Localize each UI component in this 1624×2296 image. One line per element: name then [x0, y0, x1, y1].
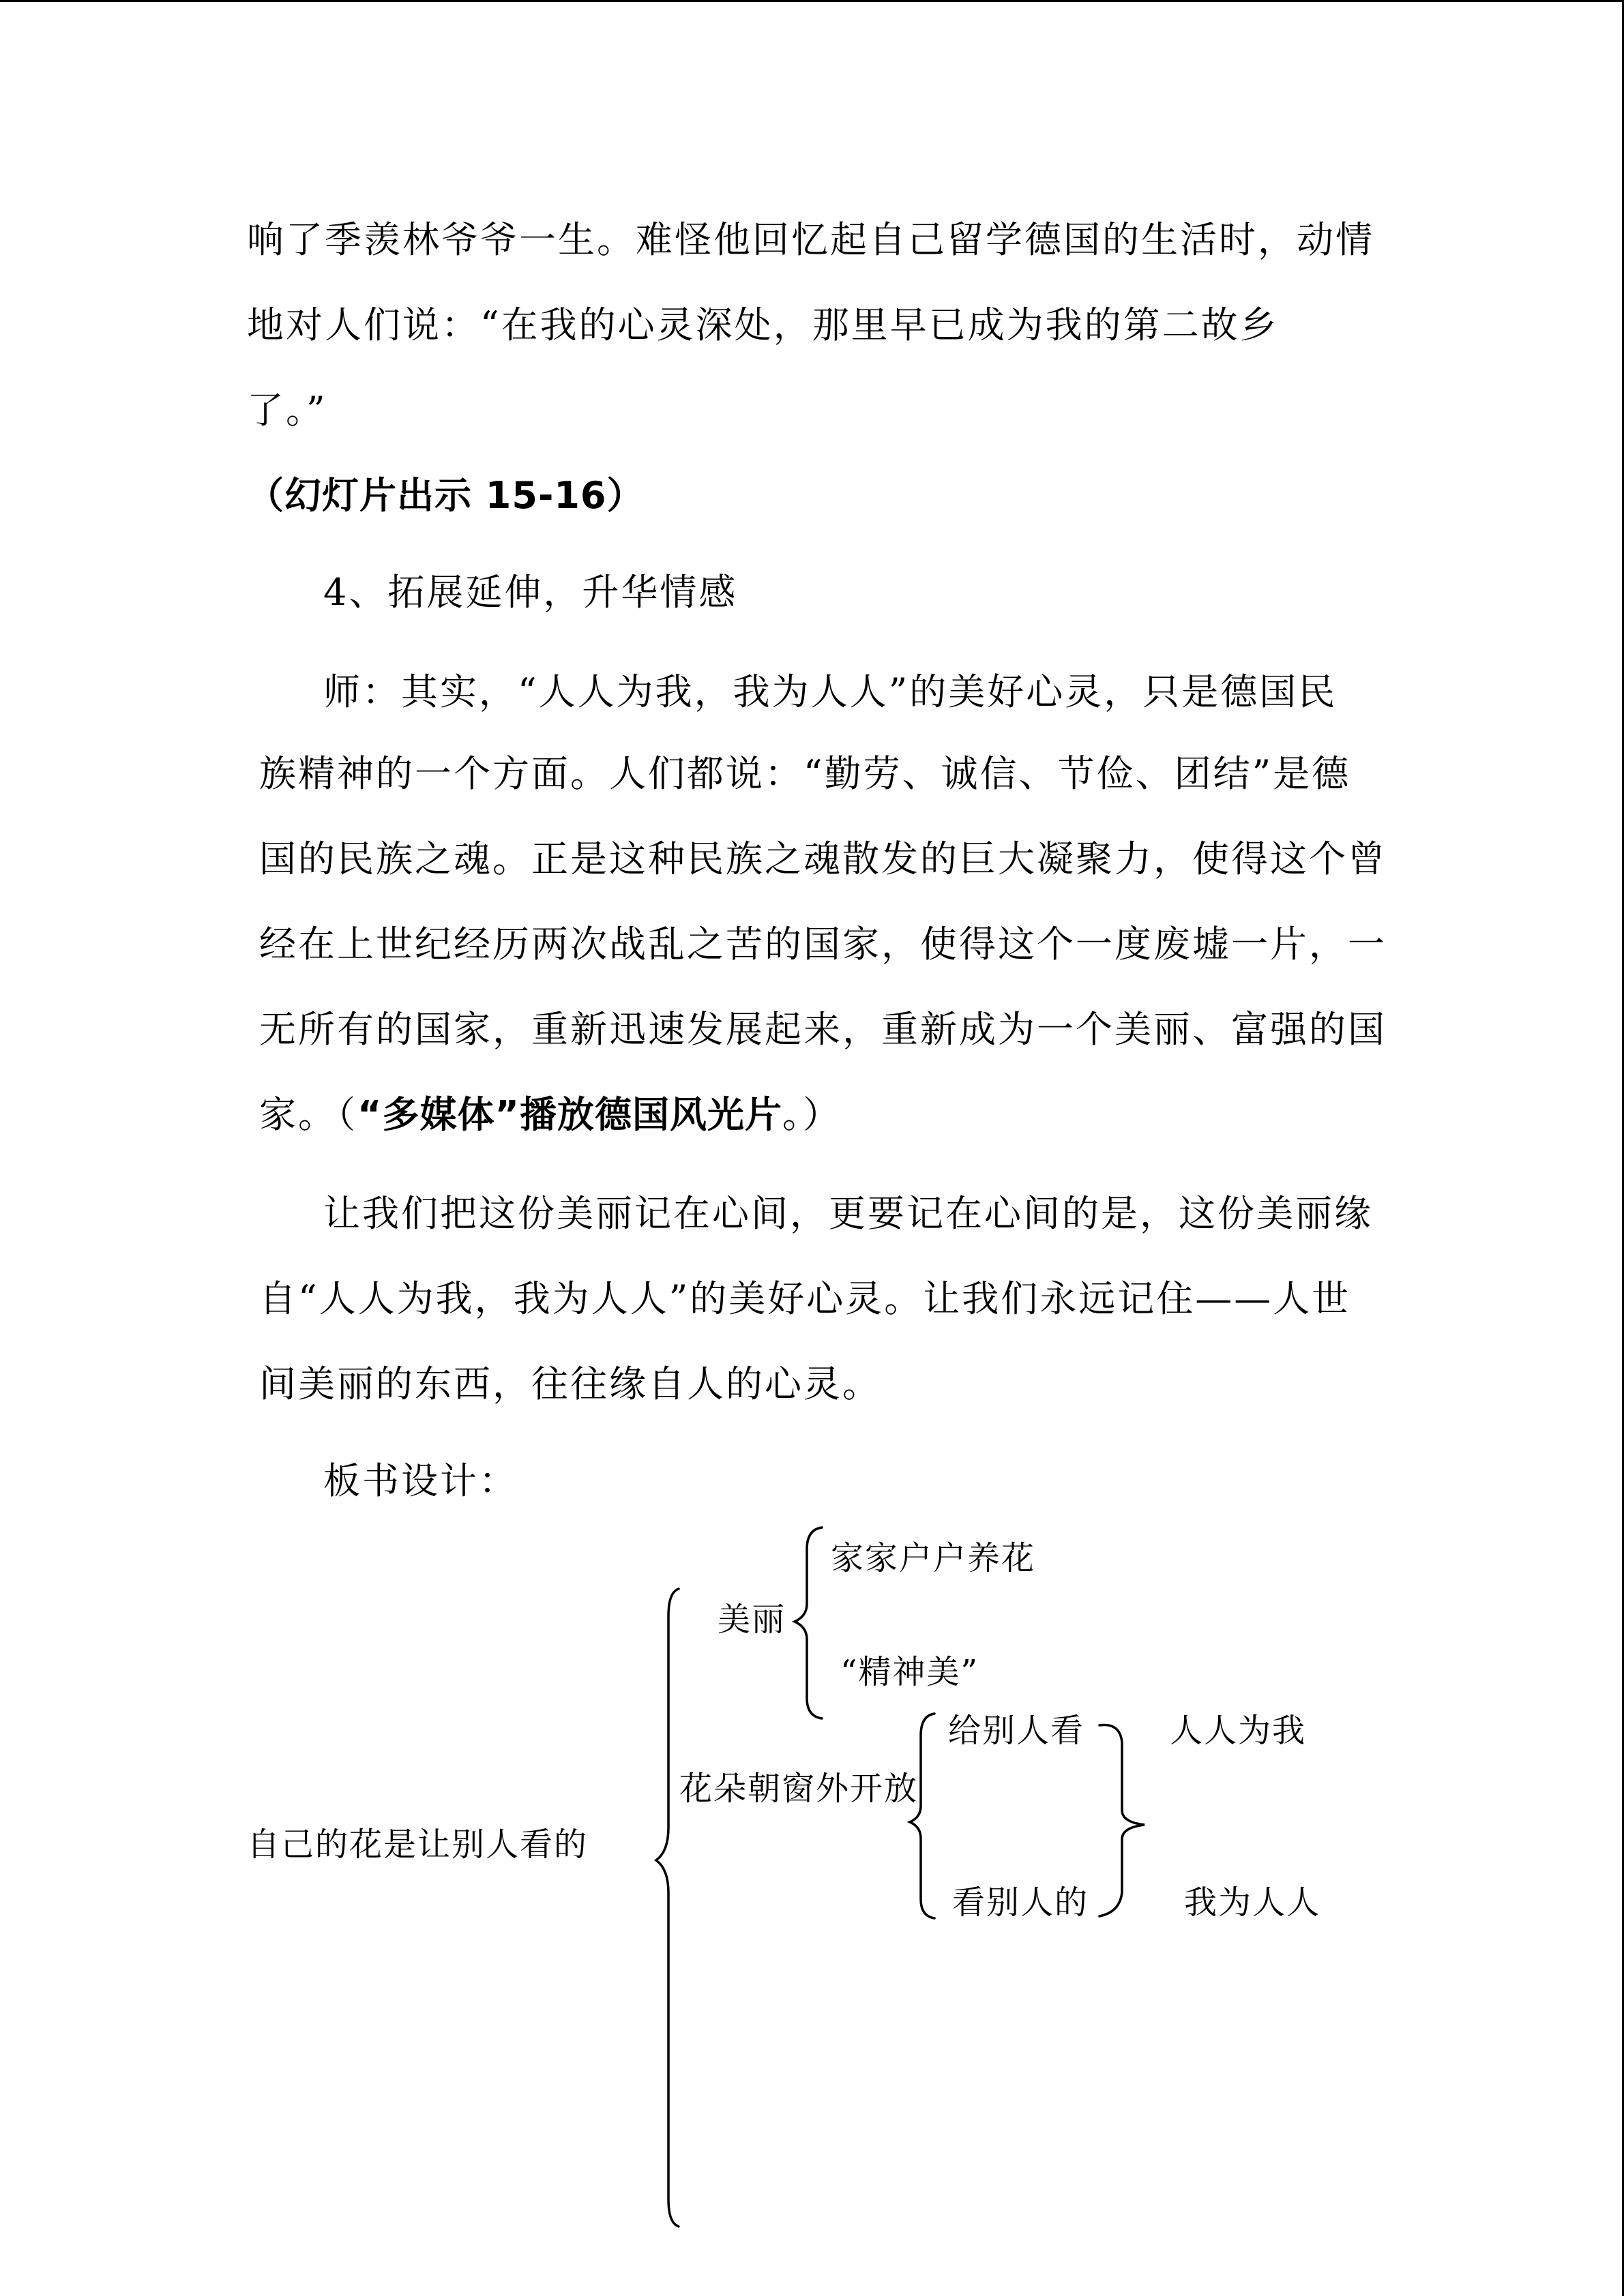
flowers-brace [910, 1714, 934, 1918]
paragraph-line-3: 了。” [247, 389, 327, 432]
paragraph-line-7: 族精神的一个方面。人们都说：“勤劳、诚信、节俭、团结”是德 [259, 752, 1351, 795]
beauty-brace [795, 1527, 822, 1718]
board-design-label: 板书设计： [323, 1459, 518, 1502]
paragraph-line-14: 间美丽的东西，往往缘自人的心灵。 [259, 1362, 881, 1405]
slide-note: （幻灯片出示 15-16） [247, 474, 645, 517]
result-1: 人人为我 [1170, 1712, 1307, 1750]
result-2: 我为人人 [1184, 1883, 1321, 1922]
beauty-node: 美丽 [718, 1600, 786, 1639]
board-root: 自己的花是让别人看的 [247, 1825, 589, 1864]
line-11-end: 。） [782, 1093, 842, 1136]
multimedia-note: “多媒体”播放德国风光片 [357, 1093, 782, 1136]
flowers-node: 花朵朝窗外开放 [679, 1770, 919, 1808]
paragraph-line-13: 自“人人为我，我为人人”的美好心灵。让我们永远记住——人世 [259, 1277, 1351, 1320]
main-brace [656, 1589, 679, 2226]
paragraph-line-9: 经在上世纪经历两次战乱之苦的国家，使得这个一度废墟一片，一 [259, 923, 1387, 966]
paragraph-line-2: 地对人们说：“在我的心灵深处，那里早已成为我的第二故乡 [247, 303, 1279, 346]
combine-brace [1099, 1725, 1145, 1916]
line-11-start: 家。（ [259, 1093, 357, 1136]
paragraph-line-10: 无所有的国家，重新迅速发展起来，重新成为一个美丽、富强的国 [259, 1008, 1387, 1051]
beauty-item-1: 家家户户养花 [831, 1539, 1036, 1577]
section-heading: 4、拓展延伸，升华情感 [323, 571, 738, 614]
beauty-item-2: “精神美” [840, 1653, 979, 1691]
flowers-item-1: 给别人看 [948, 1712, 1085, 1750]
paragraph-line-6: 师：其实，“人人为我，我为人人”的美好心灵，只是德国民 [323, 670, 1338, 713]
paragraph-line-1: 响了季羡林爷爷一生。难怪他回忆起自己留学德国的生活时，动情 [247, 218, 1374, 261]
paragraph-line-12: 让我们把这份美丽记在心间，更要记在心间的是，这份美丽缘 [323, 1192, 1373, 1235]
paragraph-line-8: 国的民族之魂。正是这种民族之魂散发的巨大凝聚力，使得这个曾 [259, 837, 1387, 880]
flowers-item-2: 看别人的 [952, 1883, 1089, 1922]
